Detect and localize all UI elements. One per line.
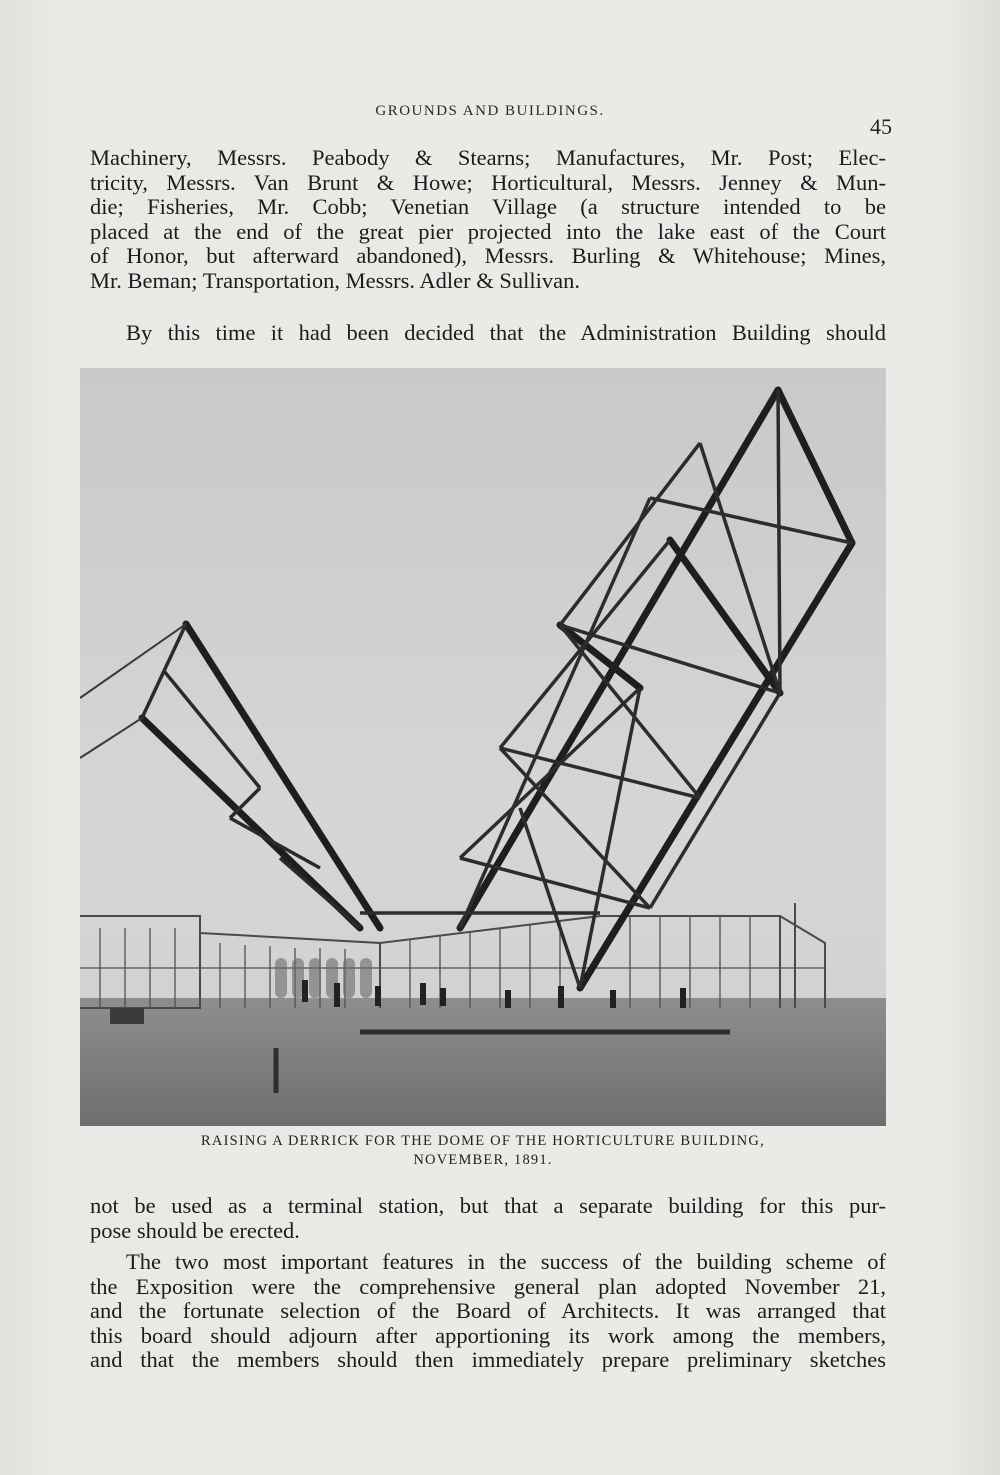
figure-caption [80, 1132, 886, 1170]
text-line: and the fortunate selection of the Board of Architects. It was arranged that [90, 1298, 886, 1323]
caption-line-1: RAISING A DERRICK FOR THE DOME OF THE HORTICULTURE BUILDING, [201, 1133, 765, 1149]
text-line: not be used as a terminal station, but that a separate building for this pur- [90, 1193, 886, 1218]
paragraph-2 [90, 321, 886, 346]
text-line: Machinery, Messrs. Peabody & Stearns; Manufactures, Mr. Post; Elec- [90, 145, 886, 170]
text-line: placed at the end of the great pier projected into the lake east of the Court [90, 218, 886, 244]
paragraph-4 [90, 1250, 886, 1373]
page-number: 45 [870, 114, 892, 139]
derrick-photograph [80, 368, 886, 1126]
text-line: die; Fisheries, Mr. Cobb; Venetian Village (a structure intended to be [90, 194, 886, 219]
text-line: Mr. Beman; Transportation, Messrs. Adler & Sullivan. [90, 267, 581, 293]
text-line: By this time it had been decided that the Administration Building should [126, 320, 886, 345]
text-line: pose should be erected. [90, 1217, 300, 1243]
text-line: The two most important features in the success of the building scheme of [126, 1249, 886, 1274]
text-line: this board should adjourn after apportioning its work among the members, [90, 1322, 886, 1348]
text-line: and that the members should then immediately prepare preliminary sketches [90, 1347, 886, 1372]
paragraph-1 [90, 146, 886, 293]
paragraph-3 [90, 1194, 886, 1243]
running-head: GROUNDS AND BUILDINGS. [375, 103, 605, 119]
text-line: the Exposition were the comprehensive general plan adopted November 21, [90, 1273, 886, 1299]
text-line: tricity, Messrs. Van Brunt & Howe; Horticultural, Messrs. Jenney & Mun- [90, 169, 886, 195]
text-line: of Honor, but afterward abandoned), Messrs. Burling & Whitehouse; Mines, [90, 243, 886, 268]
caption-line-2: NOVEMBER, 1891. [413, 1152, 553, 1168]
